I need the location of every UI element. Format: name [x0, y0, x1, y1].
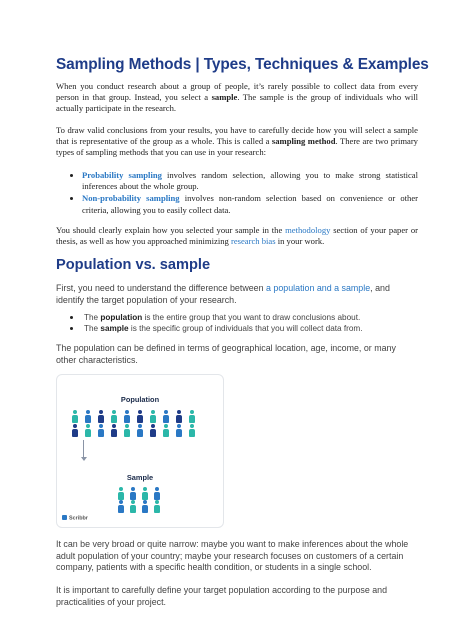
- non-probability-sampling-link[interactable]: Non-probability sampling: [82, 193, 180, 204]
- scribbr-logo: Scribbr: [62, 515, 88, 522]
- person-icon: [72, 424, 78, 438]
- section-paragraph-2: The population can be defined in terms of geographical location, age, income, or many other characteristics.: [56, 343, 396, 365]
- person-icon: [189, 424, 195, 438]
- person-icon: [111, 410, 117, 424]
- person-icon: [154, 500, 160, 514]
- population-label: Population: [120, 395, 160, 404]
- list-item: The population is the entire group that you want to draw conclusions about.: [56, 312, 418, 323]
- person-icon: [150, 424, 156, 438]
- person-icon: [85, 410, 91, 424]
- person-icon: [124, 410, 130, 424]
- person-icon: [118, 500, 124, 514]
- page-title: Sampling Methods | Types, Techniques & Examples: [56, 56, 429, 73]
- person-icon: [137, 410, 143, 424]
- person-icon: [176, 424, 182, 438]
- person-icon: [130, 500, 136, 514]
- person-icon: [85, 424, 91, 438]
- person-icon: [124, 424, 130, 438]
- section-paragraph-4: It is important to carefully define your target population according to the purpose and practicalities of your project.: [56, 585, 388, 607]
- person-icon: [142, 487, 148, 501]
- sampling-types-list: [56, 170, 418, 216]
- person-icon: [98, 424, 104, 438]
- research-bias-link[interactable]: research bias: [230, 236, 276, 247]
- probability-sampling-link[interactable]: Probability sampling: [82, 170, 162, 180]
- intro-paragraph-3: You should clearly explain how you selected your sample in the methodology section of your paper or thesis, as well as how you approached minimizing research bias in your work.: [56, 225, 418, 247]
- person-icon: [150, 410, 156, 424]
- arrow-down-icon: [81, 457, 87, 461]
- sampling-method-term: sampling method: [271, 136, 336, 147]
- bullet-icon: [70, 197, 73, 200]
- person-icon: [137, 424, 143, 438]
- section-heading: Population vs. sample: [56, 257, 211, 273]
- sample-term: sample: [211, 92, 238, 103]
- person-icon: [142, 500, 148, 514]
- list-item: The sample is the specific group of individuals that you will collect data from.: [56, 323, 418, 334]
- population-sample-list: [56, 312, 418, 334]
- population-sample-figure: [56, 374, 224, 528]
- bullet-icon: [70, 316, 73, 319]
- person-icon: [98, 410, 104, 424]
- methodology-link[interactable]: methodology: [285, 225, 331, 235]
- person-icon: [130, 487, 136, 501]
- person-icon: [189, 410, 195, 424]
- person-icon: [163, 410, 169, 424]
- sample-label: Sample: [126, 473, 154, 482]
- list-item: Probability sampling involves random selection, allowing you to make strong statistical inferences about the whole group.: [56, 170, 418, 192]
- population-and-sample-link[interactable]: a population and a sample: [266, 283, 371, 293]
- section-paragraph-3: It can be very broad or quite narrow: maybe you want to make inferences about the whole adult population of your country; maybe your research focuses on customers of a certain company, patients with a specific health condition, or students in a single school.: [56, 539, 409, 573]
- person-icon: [118, 487, 124, 501]
- section-paragraph-1: First, you need to understand the difference between a population and a sample, and identify the target population of your research.: [56, 283, 390, 305]
- list-item: Non-probability sampling involves non-random selection based on convenience or other criteria, allowing you to easily collect data.: [56, 193, 418, 215]
- intro-paragraph-2: To draw valid conclusions from your results, you have to carefully decide how you will select a sample that is representative of the group as a whole. This is called a sampling method. There are two primary types of sampling methods that you can use in your research:: [56, 125, 418, 158]
- bullet-icon: [70, 327, 73, 330]
- person-icon: [163, 424, 169, 438]
- intro-paragraph-1: When you conduct research about a group of people, it’s rarely possible to collect data from every person in that group. Instead, you select a sample. The sample is the group of individuals who will actually participate in the research.: [56, 81, 418, 114]
- person-icon: [72, 410, 78, 424]
- bullet-icon: [70, 174, 73, 177]
- scribbr-icon: [62, 515, 67, 520]
- person-icon: [111, 424, 117, 438]
- person-icon: [176, 410, 182, 424]
- person-icon: [154, 487, 160, 501]
